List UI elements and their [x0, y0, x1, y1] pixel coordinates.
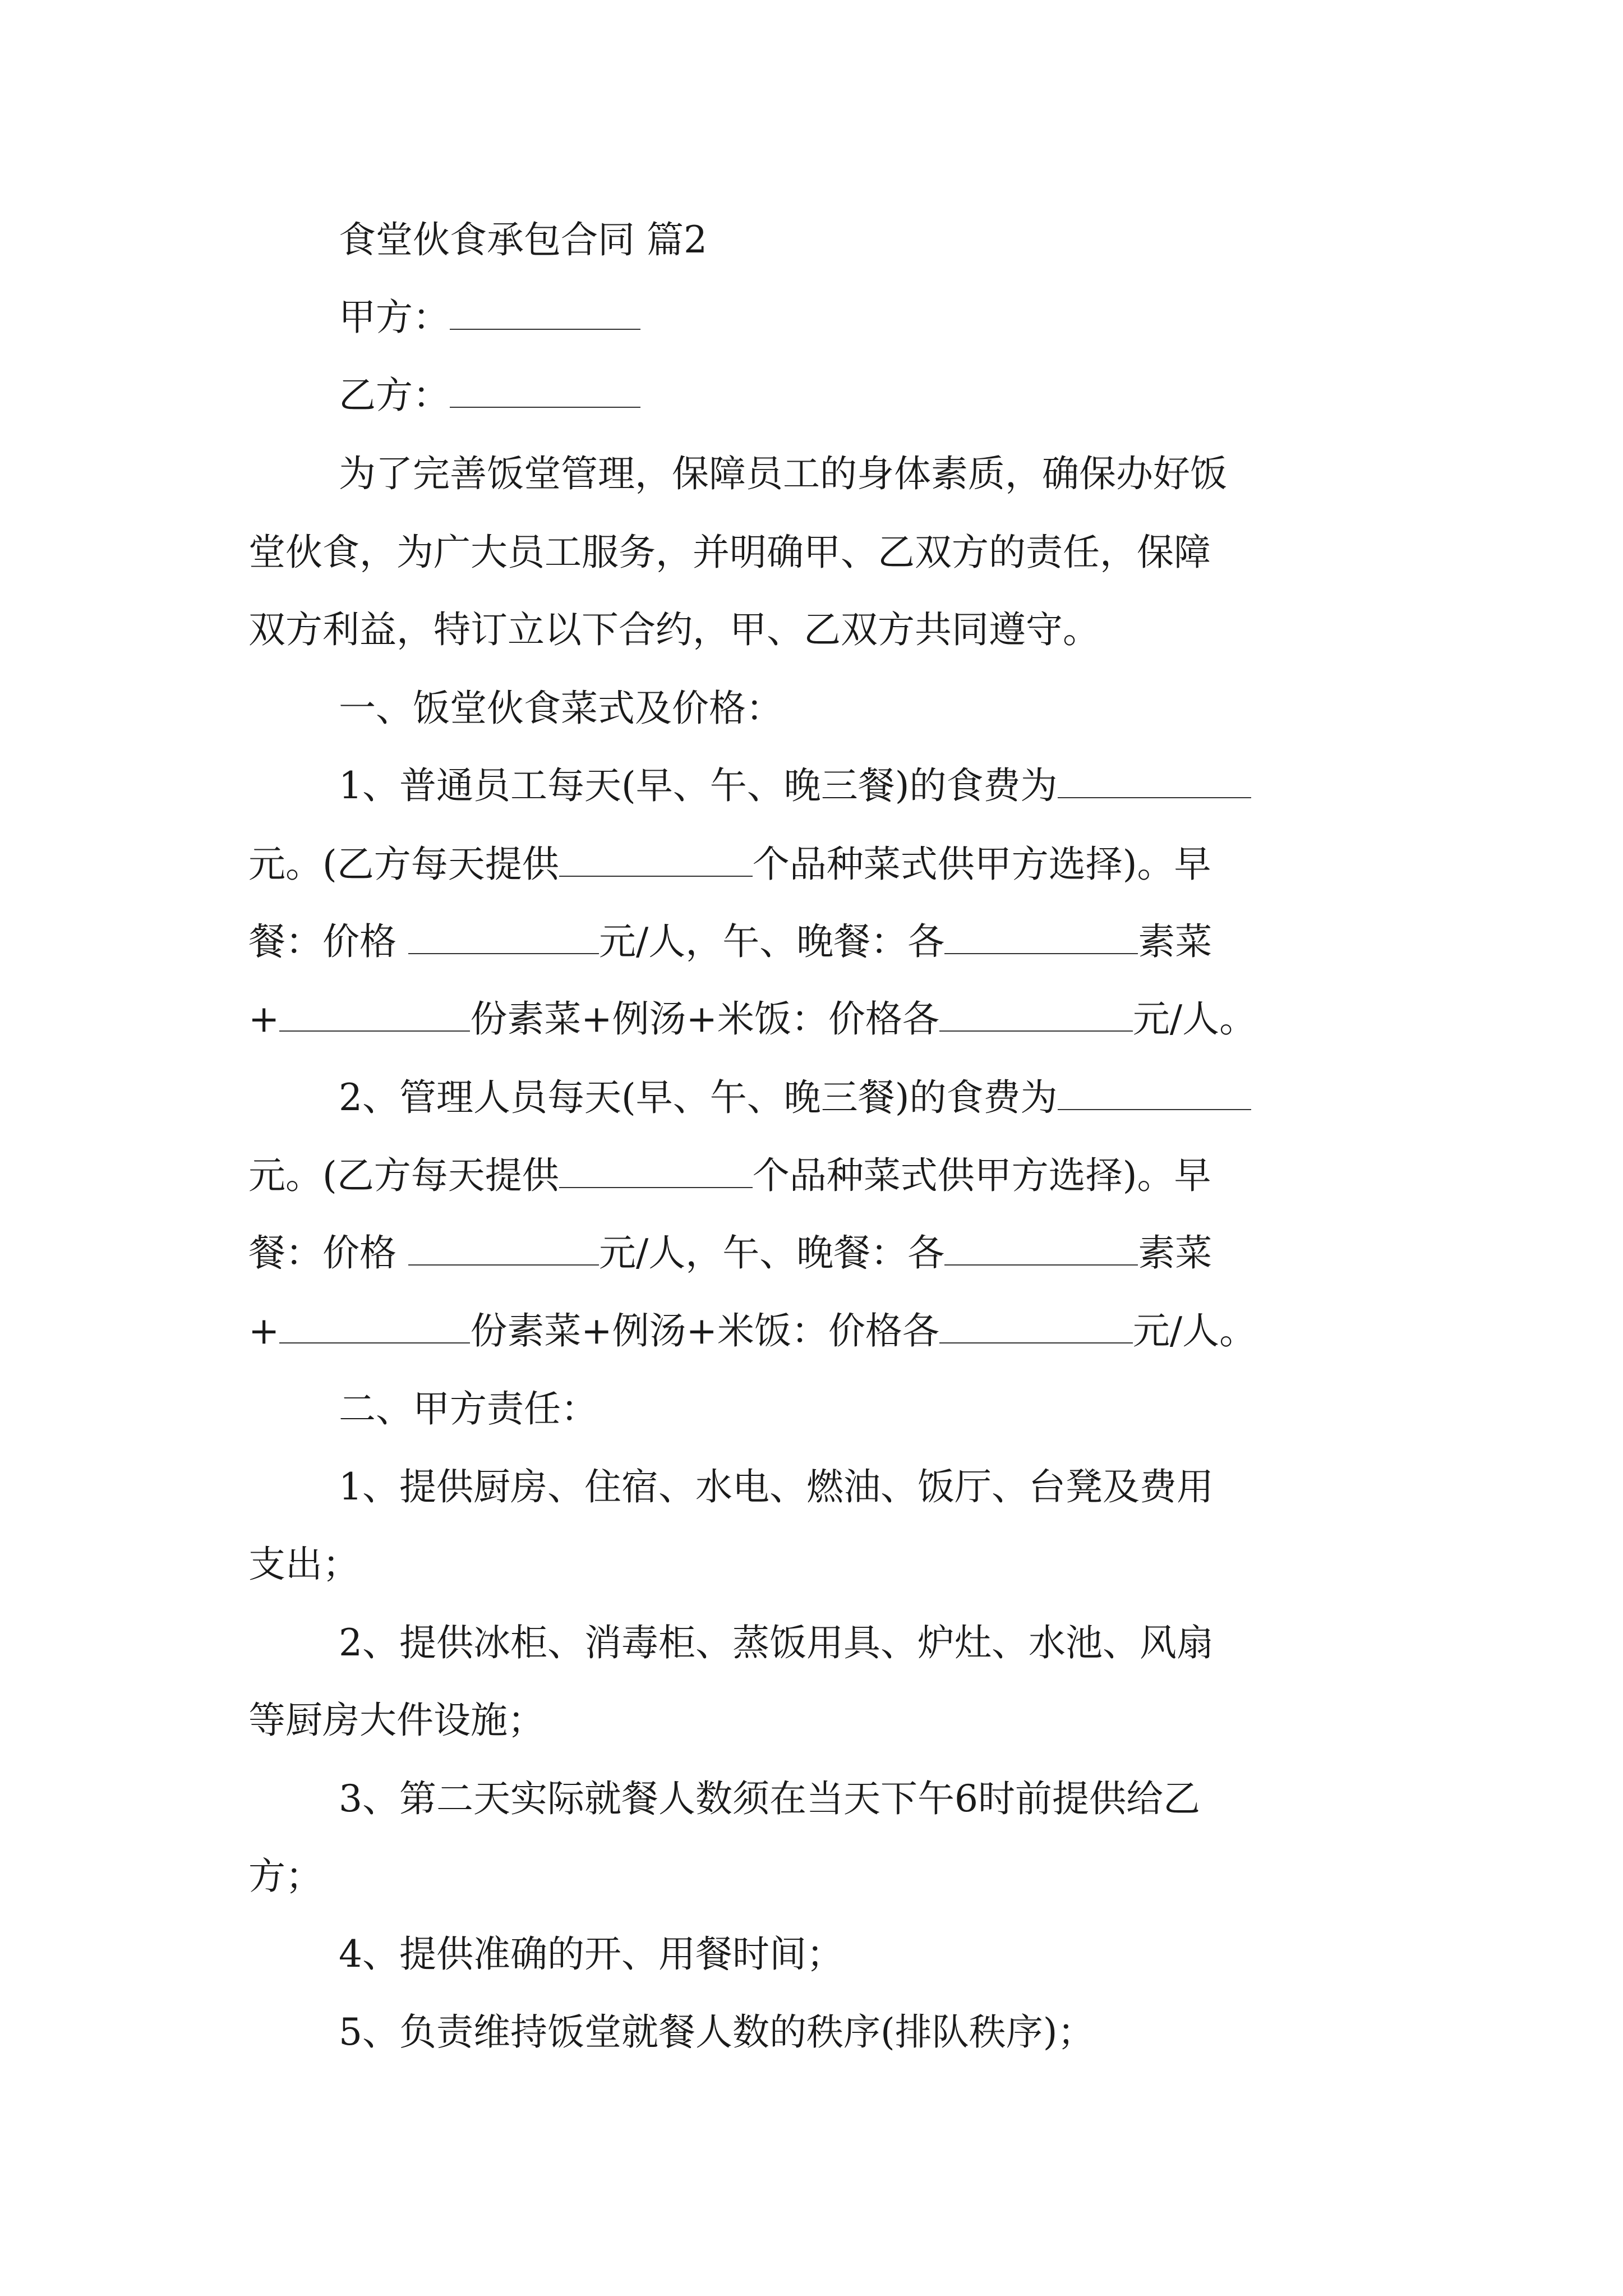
intro-line-3: 双方利益，特订立以下合约，甲、乙双方共同遵守。: [248, 608, 1100, 651]
blank[interactable]: [279, 996, 470, 1032]
s2-item3-line-2: 方；: [248, 1855, 322, 1898]
s1-item2-line-2: 元。(乙方每天提供 个品种菜式供甲方选择)。早: [0, 1151, 1623, 1201]
s2-item1-line-1: 1、提供厨房、住宿、水电、燃油、饭厅、台凳及费用: [339, 1465, 1214, 1508]
party-a-blank[interactable]: [450, 294, 640, 330]
s1-item2-line-1: 2、管理人员每天(早、午、晚三餐)的食费为: [0, 1073, 1623, 1123]
document-title: 食堂伙食承包合同 篇2: [339, 218, 707, 261]
blank[interactable]: [1058, 1074, 1251, 1110]
intro-line-2: 堂伙食，为广大员工服务，并明确甲、乙双方的责任，保障: [248, 531, 1211, 574]
blank[interactable]: [408, 1230, 599, 1266]
party-b-line: 乙方：: [0, 370, 1623, 421]
s2-item3-line-1: 3、第二天实际就餐人数须在当天下午6时前提供给乙: [339, 1777, 1200, 1820]
blank[interactable]: [939, 1308, 1133, 1343]
blank[interactable]: [944, 1230, 1138, 1266]
s1-item2-line-3: 餐：价格 元/人，午、晚餐：各 素菜: [0, 1228, 1623, 1278]
s1-item1-line-2: 元。(乙方每天提供 个品种菜式供甲方选择)。早: [0, 839, 1623, 890]
s2-item1-line-2: 支出；: [248, 1543, 359, 1586]
intro-line-1: 为了完善饭堂管理，保障员工的身体素质，确保办好饭: [339, 452, 1227, 495]
blank[interactable]: [1058, 762, 1251, 798]
s2-item4: 4、提供准确的开、用餐时间；: [339, 1932, 843, 1976]
section1-heading: 一、饭堂伙食菜式及价格：: [339, 687, 783, 730]
blank[interactable]: [944, 918, 1138, 954]
blank[interactable]: [279, 1308, 470, 1343]
s1-item1-line-4: + 份素菜+例汤+米饭：价格各 元/人。: [0, 994, 1623, 1045]
blank[interactable]: [939, 996, 1133, 1032]
blank[interactable]: [559, 841, 753, 877]
s2-item2-line-1: 2、提供冰柜、消毒柜、蒸饭用具、炉灶、水池、风扇: [339, 1621, 1214, 1664]
s1-item1-line-1: 1、普通员工每天(早、午、晚三餐)的食费为: [0, 761, 1623, 811]
s1-item1-line-3: 餐：价格 元/人，午、晚餐：各 素菜: [0, 917, 1623, 967]
s2-item5: 5、负责维持饭堂就餐人数的秩序(排队秩序)；: [339, 2010, 1095, 2054]
s1-item2-line-4: + 份素菜+例汤+米饭：价格各 元/人。: [0, 1306, 1623, 1356]
party-a-line: 甲方：: [0, 292, 1623, 343]
section2-heading: 二、甲方责任：: [339, 1387, 598, 1430]
blank[interactable]: [408, 918, 599, 954]
blank[interactable]: [559, 1152, 753, 1188]
s2-item2-line-2: 等厨房大件设施；: [248, 1699, 545, 1742]
party-b-blank[interactable]: [450, 372, 640, 408]
